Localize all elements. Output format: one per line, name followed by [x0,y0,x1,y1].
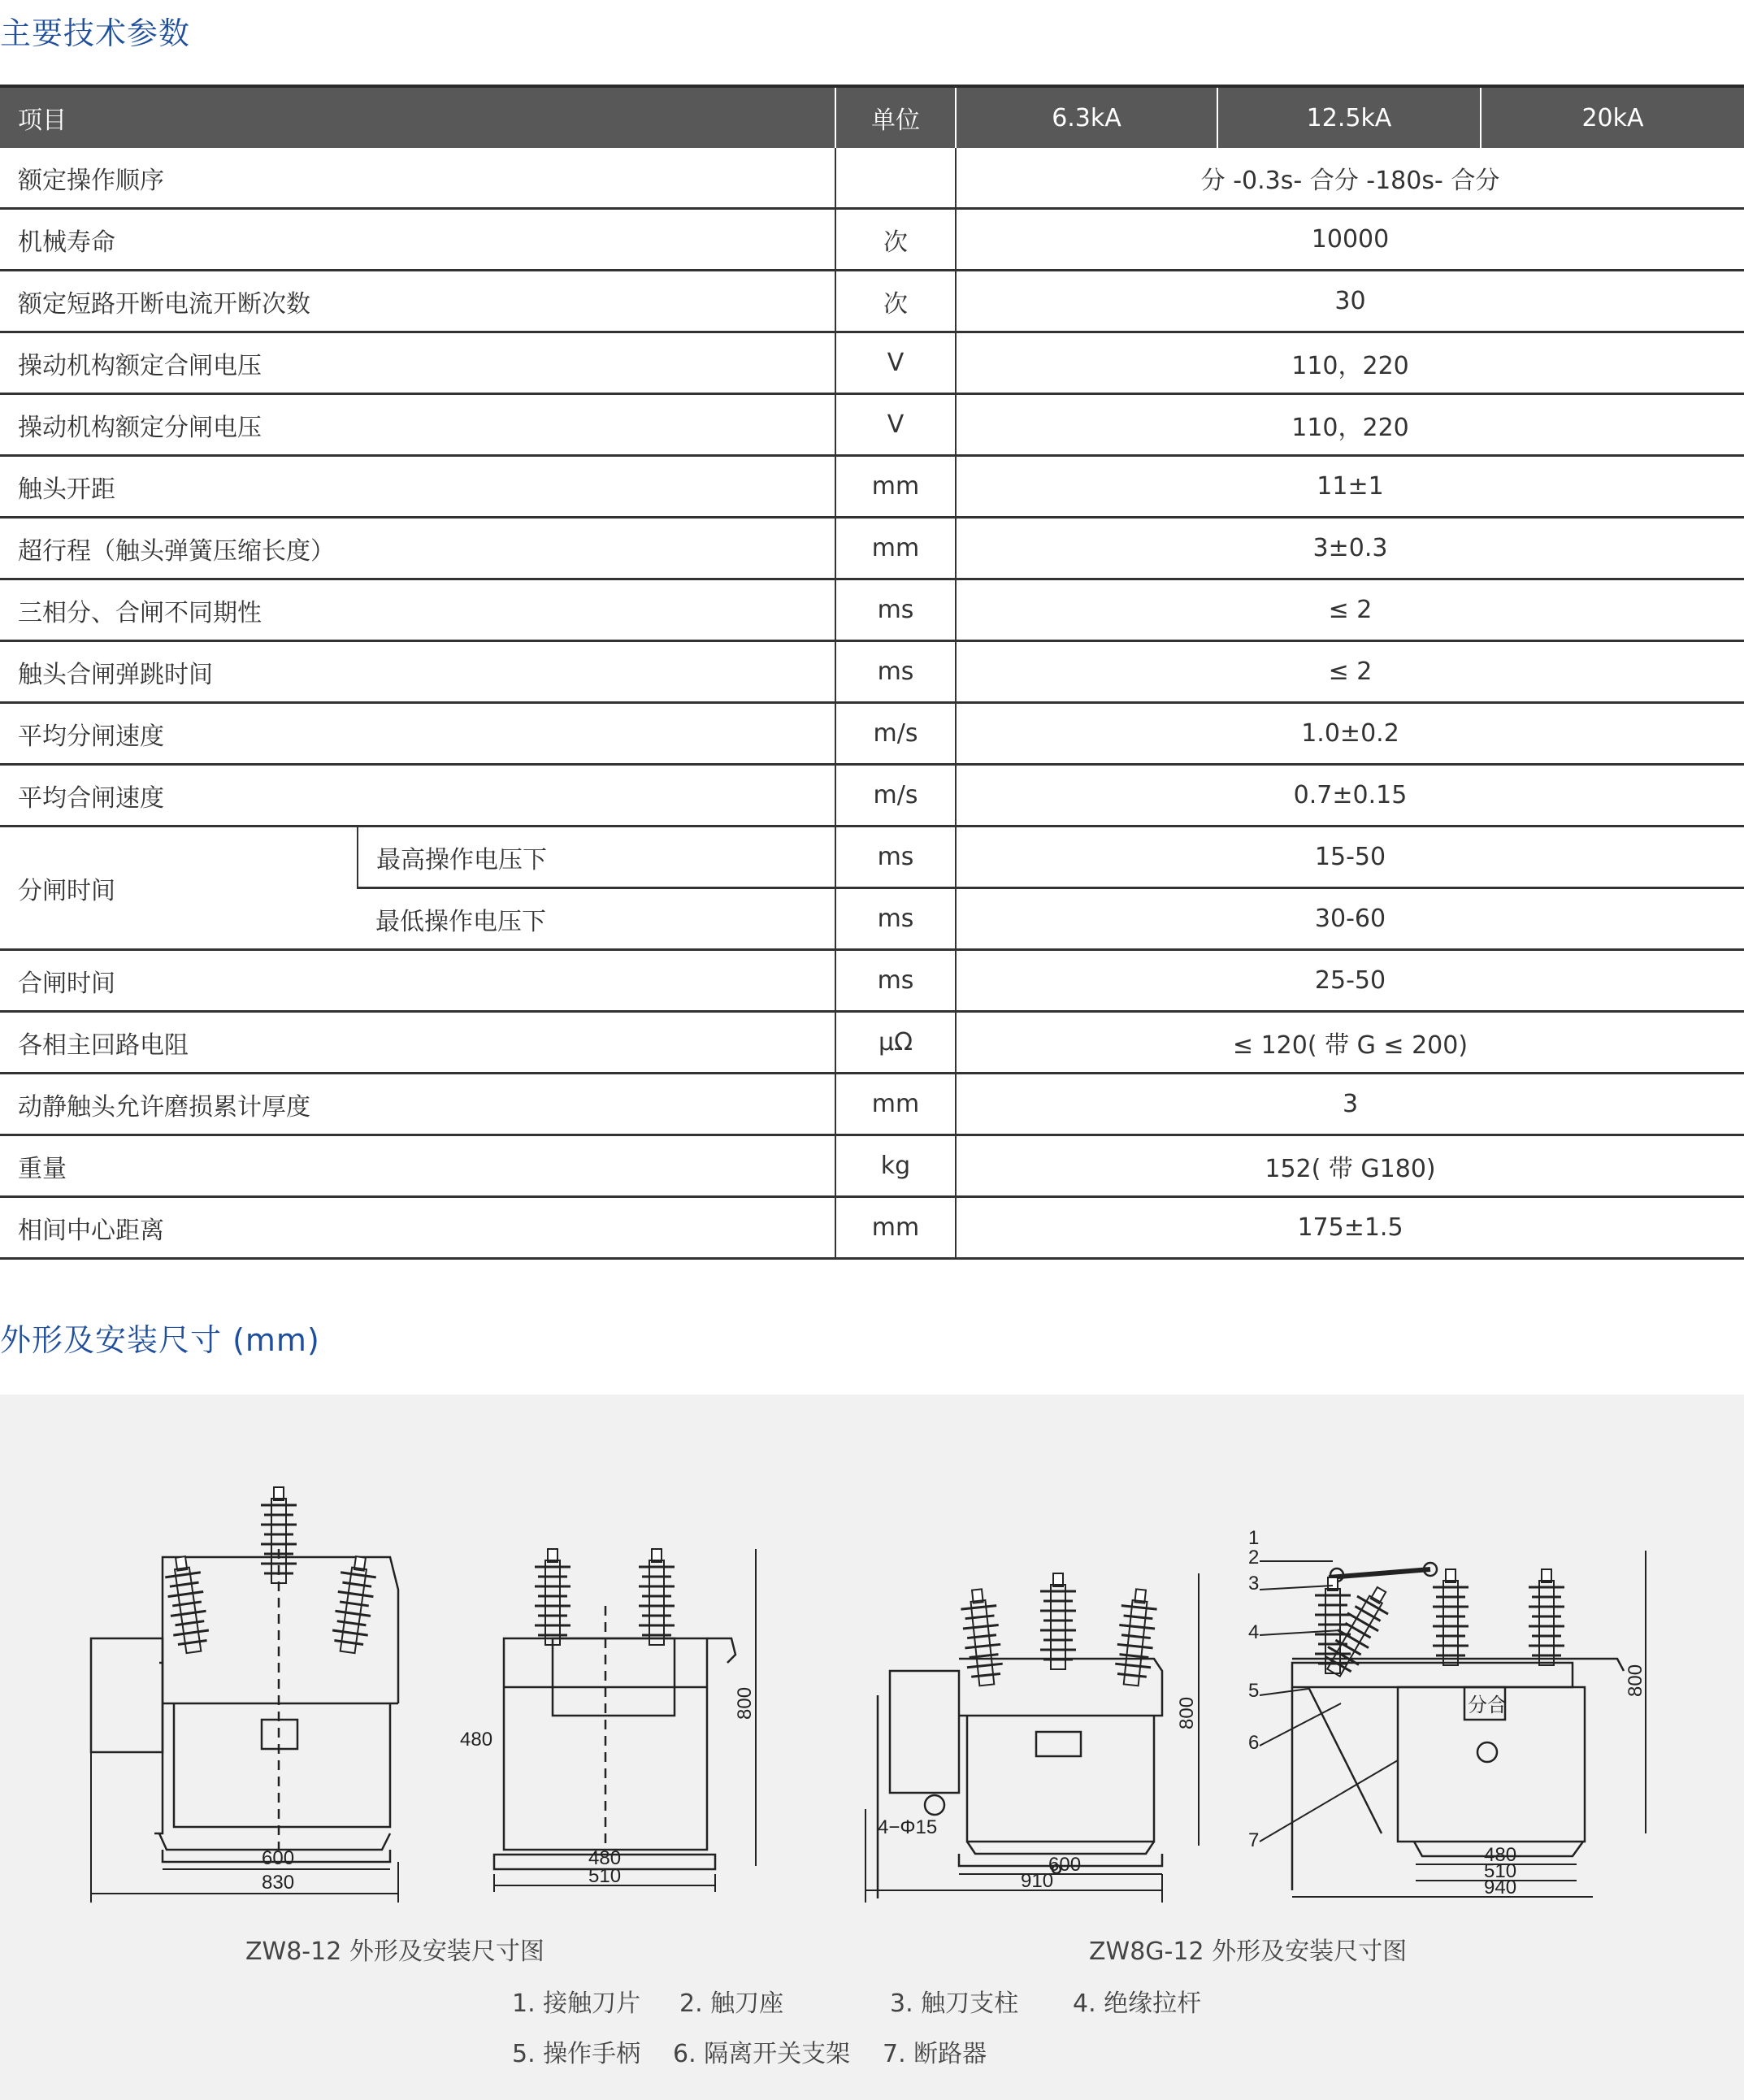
zw8g-dim-480: 480 [1484,1844,1517,1866]
legend-item: 3. 触刀支柱 [890,1989,1019,2018]
row-item: 额定操作顺序 [0,148,835,209]
table-row [0,271,1744,332]
row-value: 0.7±0.15 [956,765,1744,827]
row-unit: μΩ [835,1012,956,1074]
row-value: 15-50 [956,827,1744,888]
specs-section-title: 主要技术参数 [0,15,191,51]
row-item: 重量 [0,1135,835,1197]
row-unit: ms [835,950,956,1012]
row-item: 动静触头允许磨损累计厚度 [0,1074,835,1135]
row-value: 30 [956,271,1744,332]
row-unit: V [835,394,956,456]
table-row [0,765,1744,827]
zw8-side-view [494,1606,735,1869]
zw8-caption: ZW8-12 外形及安装尺寸图 [245,1937,544,1966]
row-value: 11±1 [956,456,1744,518]
row-item: 三相分、合闸不同期性 [0,579,835,641]
header-12-5ka: 12.5kA [1217,86,1481,148]
row-value: 3±0.3 [956,518,1744,579]
table-row [0,148,1744,209]
row-unit: V [835,332,956,394]
row-condition: 最高操作电压下 [358,827,835,888]
legend-item: 5. 操作手柄 [512,2040,641,2068]
zw8g-dim-holes: 4−Φ15 [878,1816,938,1838]
header-20ka: 20kA [1481,86,1744,148]
row-unit: mm [835,1197,956,1259]
row-item: 各相主回路电阻 [0,1012,835,1074]
row-value: 152( 带 G180) [956,1135,1744,1197]
technical-drawings [0,1395,1744,2100]
zw8-side-dimensions [494,1549,756,1892]
row-unit: ms [835,579,956,641]
zw8g-dim-510: 510 [1484,1860,1517,1882]
row-item: 相间中心距离 [0,1197,835,1259]
header-item: 项目 [0,86,835,148]
row-item: 机械寿命 [0,209,835,271]
table-row [0,1012,1744,1074]
table-row [0,456,1744,518]
zw8-dim-510: 510 [588,1865,622,1887]
callout-7: 7 [1248,1829,1260,1851]
row-item-opening-time: 分闸时间 [0,827,358,950]
row-value: 10000 [956,209,1744,271]
callout-2: 2 [1248,1547,1260,1568]
drawing-panel [0,1395,1744,2100]
table-row [0,1197,1744,1259]
table-row [0,641,1744,703]
zw8g-caption: ZW8G-12 外形及安装尺寸图 [1089,1937,1408,1966]
zw8-dim-830: 830 [262,1872,295,1894]
legend-item: 1. 接触刀片 [512,1989,641,2018]
table-row [0,518,1744,579]
table-row [0,1074,1744,1135]
row-value: 175±1.5 [956,1197,1744,1259]
zw8g-dim-800: 800 [1176,1696,1198,1729]
row-unit: m/s [835,765,956,827]
table-row [0,394,1744,456]
header-unit: 单位 [835,86,956,148]
row-unit: mm [835,456,956,518]
callout-3: 3 [1248,1573,1260,1595]
zw8-front-view [91,1549,398,1862]
row-unit: mm [835,518,956,579]
table-row [0,579,1744,641]
row-unit: m/s [835,703,956,765]
row-value: 25-50 [956,950,1744,1012]
legend-item: 4. 绝缘拉杆 [1073,1989,1202,2018]
zw8g-switch-label: 分合 [1468,1694,1507,1716]
zw8g-side-dimensions [1260,1551,1646,1897]
row-value: 110，220 [956,394,1744,456]
row-item: 合闸时间 [0,950,835,1012]
row-unit: 次 [835,271,956,332]
row-unit [835,148,956,209]
row-item: 额定短路开断电流开断次数 [0,271,835,332]
row-unit: mm [835,1074,956,1135]
header-6-3ka: 6.3kA [956,86,1217,148]
table-row [0,209,1744,271]
legend-item: 2. 触刀座 [679,1989,784,2018]
table-row [0,1135,1744,1197]
table-row [0,703,1744,765]
spec-table [0,85,1744,1260]
zw8g-dim-800-side: 800 [1625,1664,1646,1697]
row-item: 超行程（触头弹簧压缩长度） [0,518,835,579]
row-item: 平均分闸速度 [0,703,835,765]
row-unit: kg [835,1135,956,1197]
row-item: 触头合闸弹跳时间 [0,641,835,703]
table-header-row [0,86,1744,148]
table-row [0,827,1744,888]
row-item: 操动机构额定合闸电压 [0,332,835,394]
row-value: 1.0±0.2 [956,703,1744,765]
zw8-dim-480-height: 480 [460,1729,493,1751]
callout-1: 1 [1248,1527,1260,1549]
zw8g-front-view [878,1659,1162,1898]
row-unit: ms [835,888,956,950]
zw8-dim-480: 480 [588,1847,622,1869]
row-condition: 最低操作电压下 [358,888,835,950]
row-value: ≤ 2 [956,579,1744,641]
row-item: 平均合闸速度 [0,765,835,827]
callout-4: 4 [1248,1621,1260,1643]
zw8-dim-600: 600 [262,1847,295,1869]
row-value: 分 -0.3s- 合分 -180s- 合分 [956,148,1744,209]
row-item: 触头开距 [0,456,835,518]
legend-item: 6. 隔离开关支架 [673,2040,851,2068]
row-value: ≤ 120( 带 G ≤ 200) [956,1012,1744,1074]
row-value: 3 [956,1074,1744,1135]
row-item: 操动机构额定分闸电压 [0,394,835,456]
callout-6: 6 [1248,1732,1260,1754]
table-row [0,950,1744,1012]
zw8g-dim-600: 600 [1048,1854,1082,1876]
row-unit: ms [835,827,956,888]
zw8g-dim-910: 910 [1021,1870,1054,1892]
zw8g-dim-940: 940 [1484,1877,1517,1898]
row-value: ≤ 2 [956,641,1744,703]
row-unit: ms [835,641,956,703]
legend-item: 7. 断路器 [883,2040,987,2068]
table-row [0,332,1744,394]
callout-5: 5 [1248,1680,1260,1702]
row-value: 30-60 [956,888,1744,950]
row-unit: 次 [835,209,956,271]
row-value: 110，220 [956,332,1744,394]
zw8-dim-800: 800 [734,1686,756,1720]
dimensions-section-title: 外形及安装尺寸 (mm) [0,1322,320,1358]
